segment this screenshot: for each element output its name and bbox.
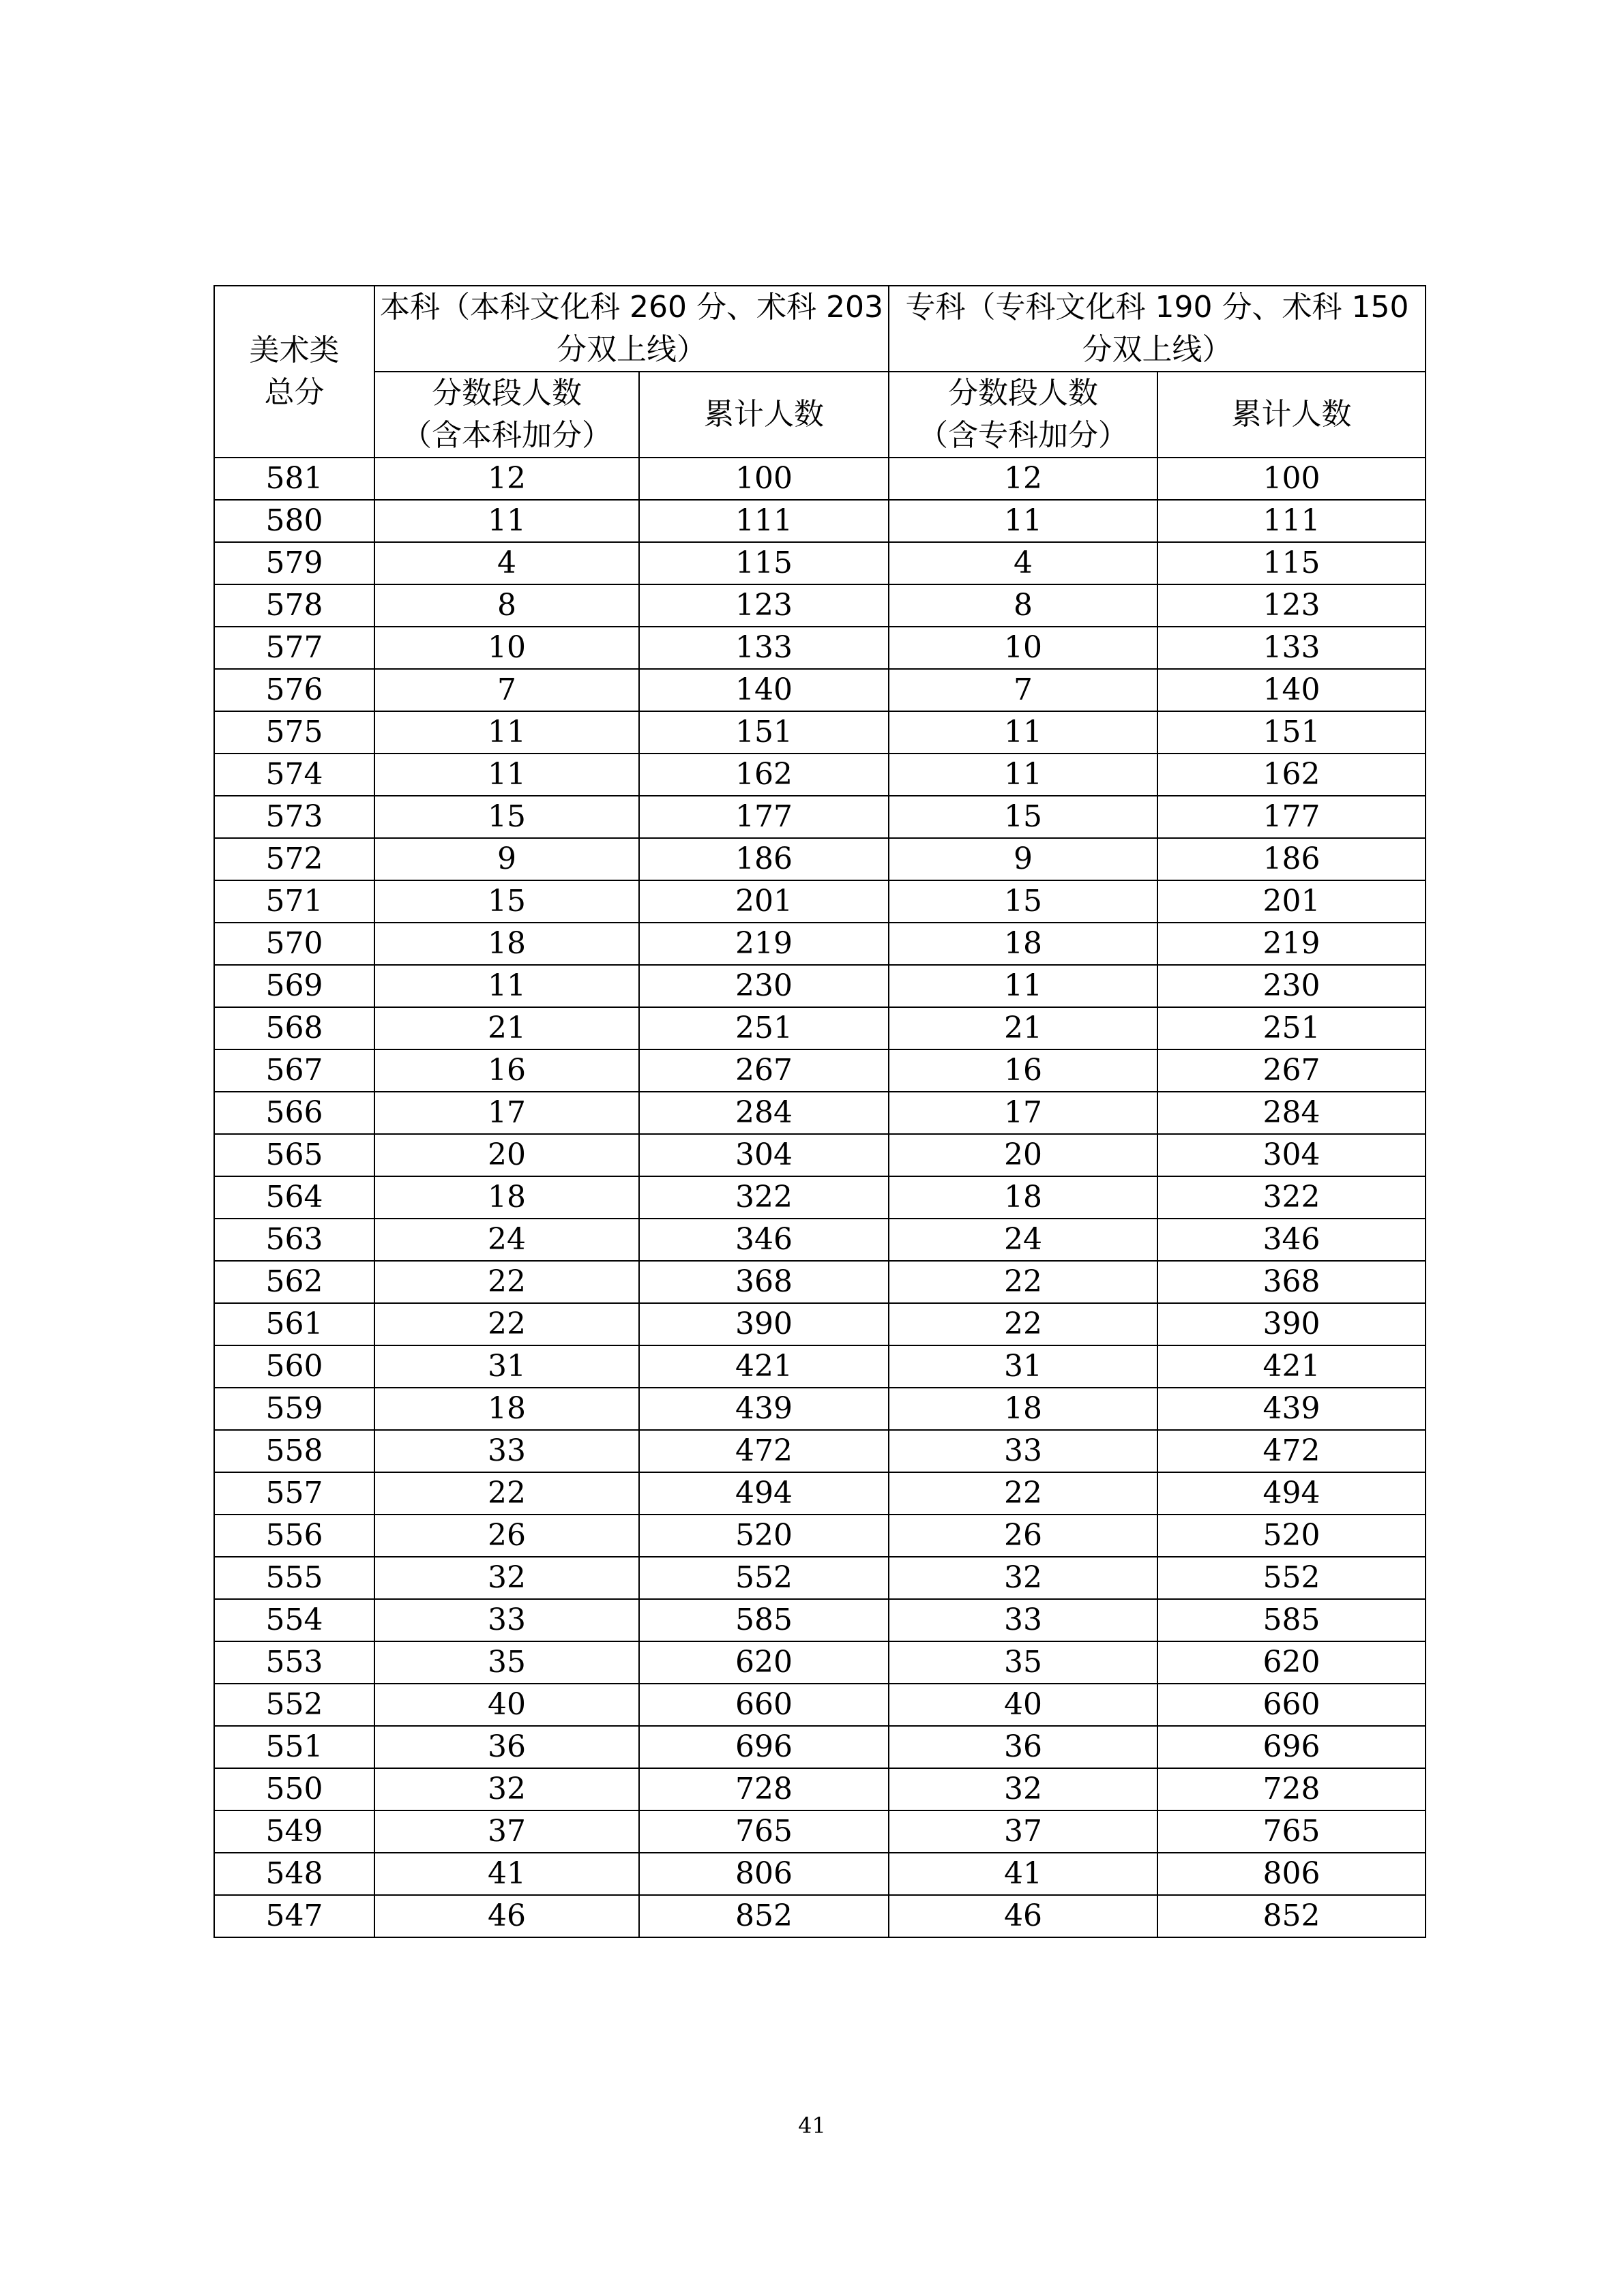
- table-row: [214, 669, 1426, 711]
- benke-cumulative-cell: 186: [639, 838, 889, 880]
- table-row: [214, 754, 1426, 796]
- total-score-cell: 579: [214, 542, 374, 584]
- total-score-cell: 575: [214, 711, 374, 754]
- zhuanke-segment-count-cell: 8: [889, 584, 1157, 627]
- table-row: [214, 1049, 1426, 1092]
- benke-cumulative-cell: 421: [639, 1345, 889, 1388]
- zhuanke-segment-count-cell: 26: [889, 1515, 1157, 1557]
- table-row: [214, 1472, 1426, 1515]
- zhuanke-segment-count-cell: 17: [889, 1092, 1157, 1134]
- benke-segment-count-cell: 32: [374, 1768, 639, 1810]
- zhuanke-cumulative-cell: 728: [1157, 1768, 1426, 1810]
- total-score-cell: 563: [214, 1219, 374, 1261]
- table-row: [214, 1176, 1426, 1219]
- zhuanke-cumulative-cell: 177: [1157, 796, 1426, 838]
- zhuanke-cumulative-cell: 585: [1157, 1599, 1426, 1641]
- zhuanke-cumulative-header: 累计人数: [1157, 372, 1426, 458]
- table-row: [214, 1557, 1426, 1599]
- zhuanke-segment-count-cell: 22: [889, 1303, 1157, 1345]
- zhuanke-segment-count-cell: 32: [889, 1557, 1157, 1599]
- benke-cumulative-cell: 472: [639, 1430, 889, 1472]
- benke-segment-count-cell: 11: [374, 965, 639, 1007]
- total-score-cell: 555: [214, 1557, 374, 1599]
- zhuanke-cumulative-cell: 140: [1157, 669, 1426, 711]
- total-score-cell: 554: [214, 1599, 374, 1641]
- total-score-header-line1: 美术类: [249, 333, 340, 368]
- total-score-cell: 577: [214, 627, 374, 669]
- table-row: [214, 500, 1426, 542]
- zhuanke-segment-count-cell: 20: [889, 1134, 1157, 1176]
- table-row: [214, 1684, 1426, 1726]
- table-row: [214, 542, 1426, 584]
- zhuanke-segment-count-cell: 10: [889, 627, 1157, 669]
- zhuanke-segment-count-cell: 12: [889, 458, 1157, 500]
- benke-cumulative-cell: 284: [639, 1092, 889, 1134]
- benke-cumulative-cell: 852: [639, 1895, 889, 1937]
- benke-segment-count-cell: 24: [374, 1219, 639, 1261]
- total-score-cell: 580: [214, 500, 374, 542]
- total-score-cell: 561: [214, 1303, 374, 1345]
- total-score-cell: 571: [214, 880, 374, 923]
- benke-cumulative-cell: 304: [639, 1134, 889, 1176]
- zhuanke-segment-count-cell: 33: [889, 1430, 1157, 1472]
- benke-segment-count-cell: 15: [374, 796, 639, 838]
- total-score-cell: 578: [214, 584, 374, 627]
- zhuanke-cumulative-cell: 251: [1157, 1007, 1426, 1049]
- benke-segment-count-cell: 11: [374, 500, 639, 542]
- zhuanke-cumulative-cell: 421: [1157, 1345, 1426, 1388]
- benke-cumulative-cell: 251: [639, 1007, 889, 1049]
- benke-cumulative-cell: 140: [639, 669, 889, 711]
- zhuanke-cumulative-cell: 765: [1157, 1810, 1426, 1853]
- table-subheader-row: [214, 372, 1426, 458]
- zhuanke-segment-count-cell: 11: [889, 500, 1157, 542]
- zhuanke-segment-count-cell: 46: [889, 1895, 1157, 1937]
- benke-segment-header-line1: 分数段人数: [432, 376, 582, 411]
- benke-cumulative-cell: 151: [639, 711, 889, 754]
- benke-cumulative-cell: 322: [639, 1176, 889, 1219]
- benke-cumulative-cell: 520: [639, 1515, 889, 1557]
- zhuanke-segment-count-cell: 41: [889, 1853, 1157, 1895]
- benke-segment-count-cell: 35: [374, 1641, 639, 1684]
- total-score-cell: 566: [214, 1092, 374, 1134]
- total-score-cell: 574: [214, 754, 374, 796]
- zhuanke-segment-count-cell: 31: [889, 1345, 1157, 1388]
- zhuanke-cumulative-cell: 322: [1157, 1176, 1426, 1219]
- zhuanke-cumulative-cell: 368: [1157, 1261, 1426, 1303]
- benke-segment-count-cell: 10: [374, 627, 639, 669]
- zhuanke-segment-count-cell: 9: [889, 838, 1157, 880]
- benke-segment-count-cell: 17: [374, 1092, 639, 1134]
- benke-group-header: 本科（本科文化科 260 分、术科 203 分双上线）: [374, 286, 889, 372]
- total-score-cell: 559: [214, 1388, 374, 1430]
- zhuanke-segment-count-cell: 24: [889, 1219, 1157, 1261]
- zhuanke-cumulative-cell: 472: [1157, 1430, 1426, 1472]
- total-score-cell: 551: [214, 1726, 374, 1768]
- zhuanke-cumulative-cell: 304: [1157, 1134, 1426, 1176]
- zhuanke-cumulative-cell: 115: [1157, 542, 1426, 584]
- benke-segment-count-cell: 18: [374, 1388, 639, 1430]
- benke-cumulative-cell: 390: [639, 1303, 889, 1345]
- total-score-cell: 564: [214, 1176, 374, 1219]
- table-row: [214, 880, 1426, 923]
- zhuanke-segment-count-cell: 7: [889, 669, 1157, 711]
- zhuanke-segment-count-cell: 15: [889, 880, 1157, 923]
- benke-segment-count-cell: 20: [374, 1134, 639, 1176]
- zhuanke-segment-count-cell: 40: [889, 1684, 1157, 1726]
- benke-segment-count-cell: 8: [374, 584, 639, 627]
- zhuanke-cumulative-cell: 284: [1157, 1092, 1426, 1134]
- benke-segment-count-cell: 33: [374, 1430, 639, 1472]
- benke-cumulative-cell: 765: [639, 1810, 889, 1853]
- benke-cumulative-cell: 133: [639, 627, 889, 669]
- total-score-cell: 548: [214, 1853, 374, 1895]
- zhuanke-cumulative-cell: 123: [1157, 584, 1426, 627]
- total-score-cell: 560: [214, 1345, 374, 1388]
- benke-cumulative-cell: 177: [639, 796, 889, 838]
- table-row: [214, 1599, 1426, 1641]
- table-row: [214, 1641, 1426, 1684]
- benke-cumulative-header: 累计人数: [639, 372, 889, 458]
- zhuanke-cumulative-cell: 133: [1157, 627, 1426, 669]
- zhuanke-cumulative-cell: 439: [1157, 1388, 1426, 1430]
- benke-segment-count-header: [374, 372, 639, 458]
- total-score-cell: 550: [214, 1768, 374, 1810]
- total-score-cell: 581: [214, 458, 374, 500]
- zhuanke-segment-count-cell: 18: [889, 1388, 1157, 1430]
- benke-segment-count-cell: 31: [374, 1345, 639, 1388]
- total-score-cell: 562: [214, 1261, 374, 1303]
- zhuanke-segment-count-cell: 33: [889, 1599, 1157, 1641]
- benke-cumulative-cell: 123: [639, 584, 889, 627]
- total-score-cell: 558: [214, 1430, 374, 1472]
- zhuanke-segment-count-cell: 22: [889, 1261, 1157, 1303]
- zhuanke-segment-count-cell: 37: [889, 1810, 1157, 1853]
- benke-segment-count-cell: 41: [374, 1853, 639, 1895]
- benke-segment-count-cell: 12: [374, 458, 639, 500]
- table-row: [214, 1261, 1426, 1303]
- benke-cumulative-cell: 620: [639, 1641, 889, 1684]
- table-row: [214, 923, 1426, 965]
- zhuanke-segment-count-cell: 4: [889, 542, 1157, 584]
- zhuanke-cumulative-cell: 552: [1157, 1557, 1426, 1599]
- zhuanke-segment-count-cell: 11: [889, 754, 1157, 796]
- table-row: [214, 1810, 1426, 1853]
- table-row: [214, 1388, 1426, 1430]
- total-score-cell: 556: [214, 1515, 374, 1557]
- zhuanke-segment-count-cell: 36: [889, 1726, 1157, 1768]
- zhuanke-group-header: 专科（专科文化科 190 分、术科 150 分双上线）: [889, 286, 1426, 372]
- benke-segment-count-cell: 21: [374, 1007, 639, 1049]
- total-score-cell: 567: [214, 1049, 374, 1092]
- zhuanke-cumulative-cell: 660: [1157, 1684, 1426, 1726]
- benke-segment-count-cell: 11: [374, 711, 639, 754]
- benke-cumulative-cell: 346: [639, 1219, 889, 1261]
- benke-cumulative-cell: 806: [639, 1853, 889, 1895]
- benke-segment-count-cell: 11: [374, 754, 639, 796]
- total-score-cell: 549: [214, 1810, 374, 1853]
- benke-segment-count-cell: 33: [374, 1599, 639, 1641]
- zhuanke-segment-count-cell: 22: [889, 1472, 1157, 1515]
- zhuanke-segment-count-cell: 11: [889, 965, 1157, 1007]
- total-score-cell: 547: [214, 1895, 374, 1937]
- table-row: [214, 584, 1426, 627]
- benke-cumulative-cell: 368: [639, 1261, 889, 1303]
- total-score-cell: 568: [214, 1007, 374, 1049]
- table-row: [214, 1345, 1426, 1388]
- table-header-row: [214, 286, 1426, 372]
- benke-cumulative-cell: 696: [639, 1726, 889, 1768]
- table-row: [214, 1303, 1426, 1345]
- total-score-cell: 569: [214, 965, 374, 1007]
- zhuanke-segment-count-cell: 15: [889, 796, 1157, 838]
- benke-segment-count-cell: 22: [374, 1303, 639, 1345]
- table-row: [214, 1219, 1426, 1261]
- table-body: [214, 458, 1426, 1937]
- table-row: [214, 1853, 1426, 1895]
- total-score-cell: 565: [214, 1134, 374, 1176]
- zhuanke-cumulative-cell: 806: [1157, 1853, 1426, 1895]
- table-row: [214, 1726, 1426, 1768]
- table-row: [214, 1134, 1426, 1176]
- zhuanke-cumulative-cell: 186: [1157, 838, 1426, 880]
- score-distribution-table: [213, 285, 1426, 1938]
- benke-cumulative-cell: 585: [639, 1599, 889, 1641]
- zhuanke-cumulative-cell: 201: [1157, 880, 1426, 923]
- benke-segment-count-cell: 9: [374, 838, 639, 880]
- benke-segment-count-cell: 26: [374, 1515, 639, 1557]
- zhuanke-cumulative-cell: 230: [1157, 965, 1426, 1007]
- zhuanke-segment-count-cell: 35: [889, 1641, 1157, 1684]
- zhuanke-segment-count-header: [889, 372, 1157, 458]
- benke-cumulative-cell: 201: [639, 880, 889, 923]
- zhuanke-cumulative-cell: 390: [1157, 1303, 1426, 1345]
- zhuanke-cumulative-cell: 494: [1157, 1472, 1426, 1515]
- zhuanke-segment-count-cell: 21: [889, 1007, 1157, 1049]
- table-row: [214, 711, 1426, 754]
- zhuanke-cumulative-cell: 852: [1157, 1895, 1426, 1937]
- table-row: [214, 1430, 1426, 1472]
- table-row: [214, 458, 1426, 500]
- total-score-cell: 553: [214, 1641, 374, 1684]
- benke-segment-count-cell: 16: [374, 1049, 639, 1092]
- zhuanke-cumulative-cell: 267: [1157, 1049, 1426, 1092]
- total-score-header: [214, 286, 374, 458]
- zhuanke-cumulative-cell: 346: [1157, 1219, 1426, 1261]
- zhuanke-segment-count-cell: 18: [889, 1176, 1157, 1219]
- benke-cumulative-cell: 439: [639, 1388, 889, 1430]
- zhuanke-cumulative-cell: 520: [1157, 1515, 1426, 1557]
- zhuanke-cumulative-cell: 100: [1157, 458, 1426, 500]
- zhuanke-cumulative-cell: 162: [1157, 754, 1426, 796]
- total-score-cell: 573: [214, 796, 374, 838]
- zhuanke-cumulative-cell: 219: [1157, 923, 1426, 965]
- zhuanke-cumulative-cell: 696: [1157, 1726, 1426, 1768]
- zhuanke-segment-count-cell: 32: [889, 1768, 1157, 1810]
- table-row: [214, 627, 1426, 669]
- page-number: 41: [798, 2113, 826, 2138]
- total-score-cell: 557: [214, 1472, 374, 1515]
- benke-segment-count-cell: 32: [374, 1557, 639, 1599]
- benke-segment-header-line2: （含本科加分）: [402, 418, 612, 453]
- benke-cumulative-cell: 552: [639, 1557, 889, 1599]
- benke-segment-count-cell: 4: [374, 542, 639, 584]
- benke-segment-count-cell: 36: [374, 1726, 639, 1768]
- benke-cumulative-cell: 230: [639, 965, 889, 1007]
- zhuanke-cumulative-cell: 111: [1157, 500, 1426, 542]
- benke-segment-count-cell: 22: [374, 1472, 639, 1515]
- table-row: [214, 1092, 1426, 1134]
- benke-segment-count-cell: 7: [374, 669, 639, 711]
- zhuanke-segment-count-cell: 18: [889, 923, 1157, 965]
- zhuanke-segment-count-cell: 11: [889, 711, 1157, 754]
- benke-cumulative-cell: 219: [639, 923, 889, 965]
- benke-cumulative-cell: 660: [639, 1684, 889, 1726]
- total-score-header-line2: 总分: [264, 375, 325, 410]
- table-row: [214, 1768, 1426, 1810]
- zhuanke-segment-count-cell: 16: [889, 1049, 1157, 1092]
- table-row: [214, 1515, 1426, 1557]
- benke-segment-count-cell: 22: [374, 1261, 639, 1303]
- benke-segment-count-cell: 46: [374, 1895, 639, 1937]
- zhuanke-segment-header-line2: （含专科加分）: [918, 418, 1129, 453]
- benke-cumulative-cell: 111: [639, 500, 889, 542]
- benke-segment-count-cell: 18: [374, 1176, 639, 1219]
- benke-cumulative-cell: 162: [639, 754, 889, 796]
- zhuanke-cumulative-cell: 151: [1157, 711, 1426, 754]
- benke-segment-count-cell: 37: [374, 1810, 639, 1853]
- total-score-cell: 576: [214, 669, 374, 711]
- table-row: [214, 1895, 1426, 1937]
- benke-cumulative-cell: 728: [639, 1768, 889, 1810]
- benke-cumulative-cell: 267: [639, 1049, 889, 1092]
- table-row: [214, 796, 1426, 838]
- zhuanke-segment-header-line1: 分数段人数: [948, 376, 1099, 411]
- table-row: [214, 1007, 1426, 1049]
- table-row: [214, 838, 1426, 880]
- benke-cumulative-cell: 100: [639, 458, 889, 500]
- benke-cumulative-cell: 115: [639, 542, 889, 584]
- total-score-cell: 570: [214, 923, 374, 965]
- benke-segment-count-cell: 18: [374, 923, 639, 965]
- total-score-cell: 552: [214, 1684, 374, 1726]
- benke-segment-count-cell: 15: [374, 880, 639, 923]
- benke-cumulative-cell: 494: [639, 1472, 889, 1515]
- zhuanke-cumulative-cell: 620: [1157, 1641, 1426, 1684]
- table-row: [214, 965, 1426, 1007]
- total-score-cell: 572: [214, 838, 374, 880]
- benke-segment-count-cell: 40: [374, 1684, 639, 1726]
